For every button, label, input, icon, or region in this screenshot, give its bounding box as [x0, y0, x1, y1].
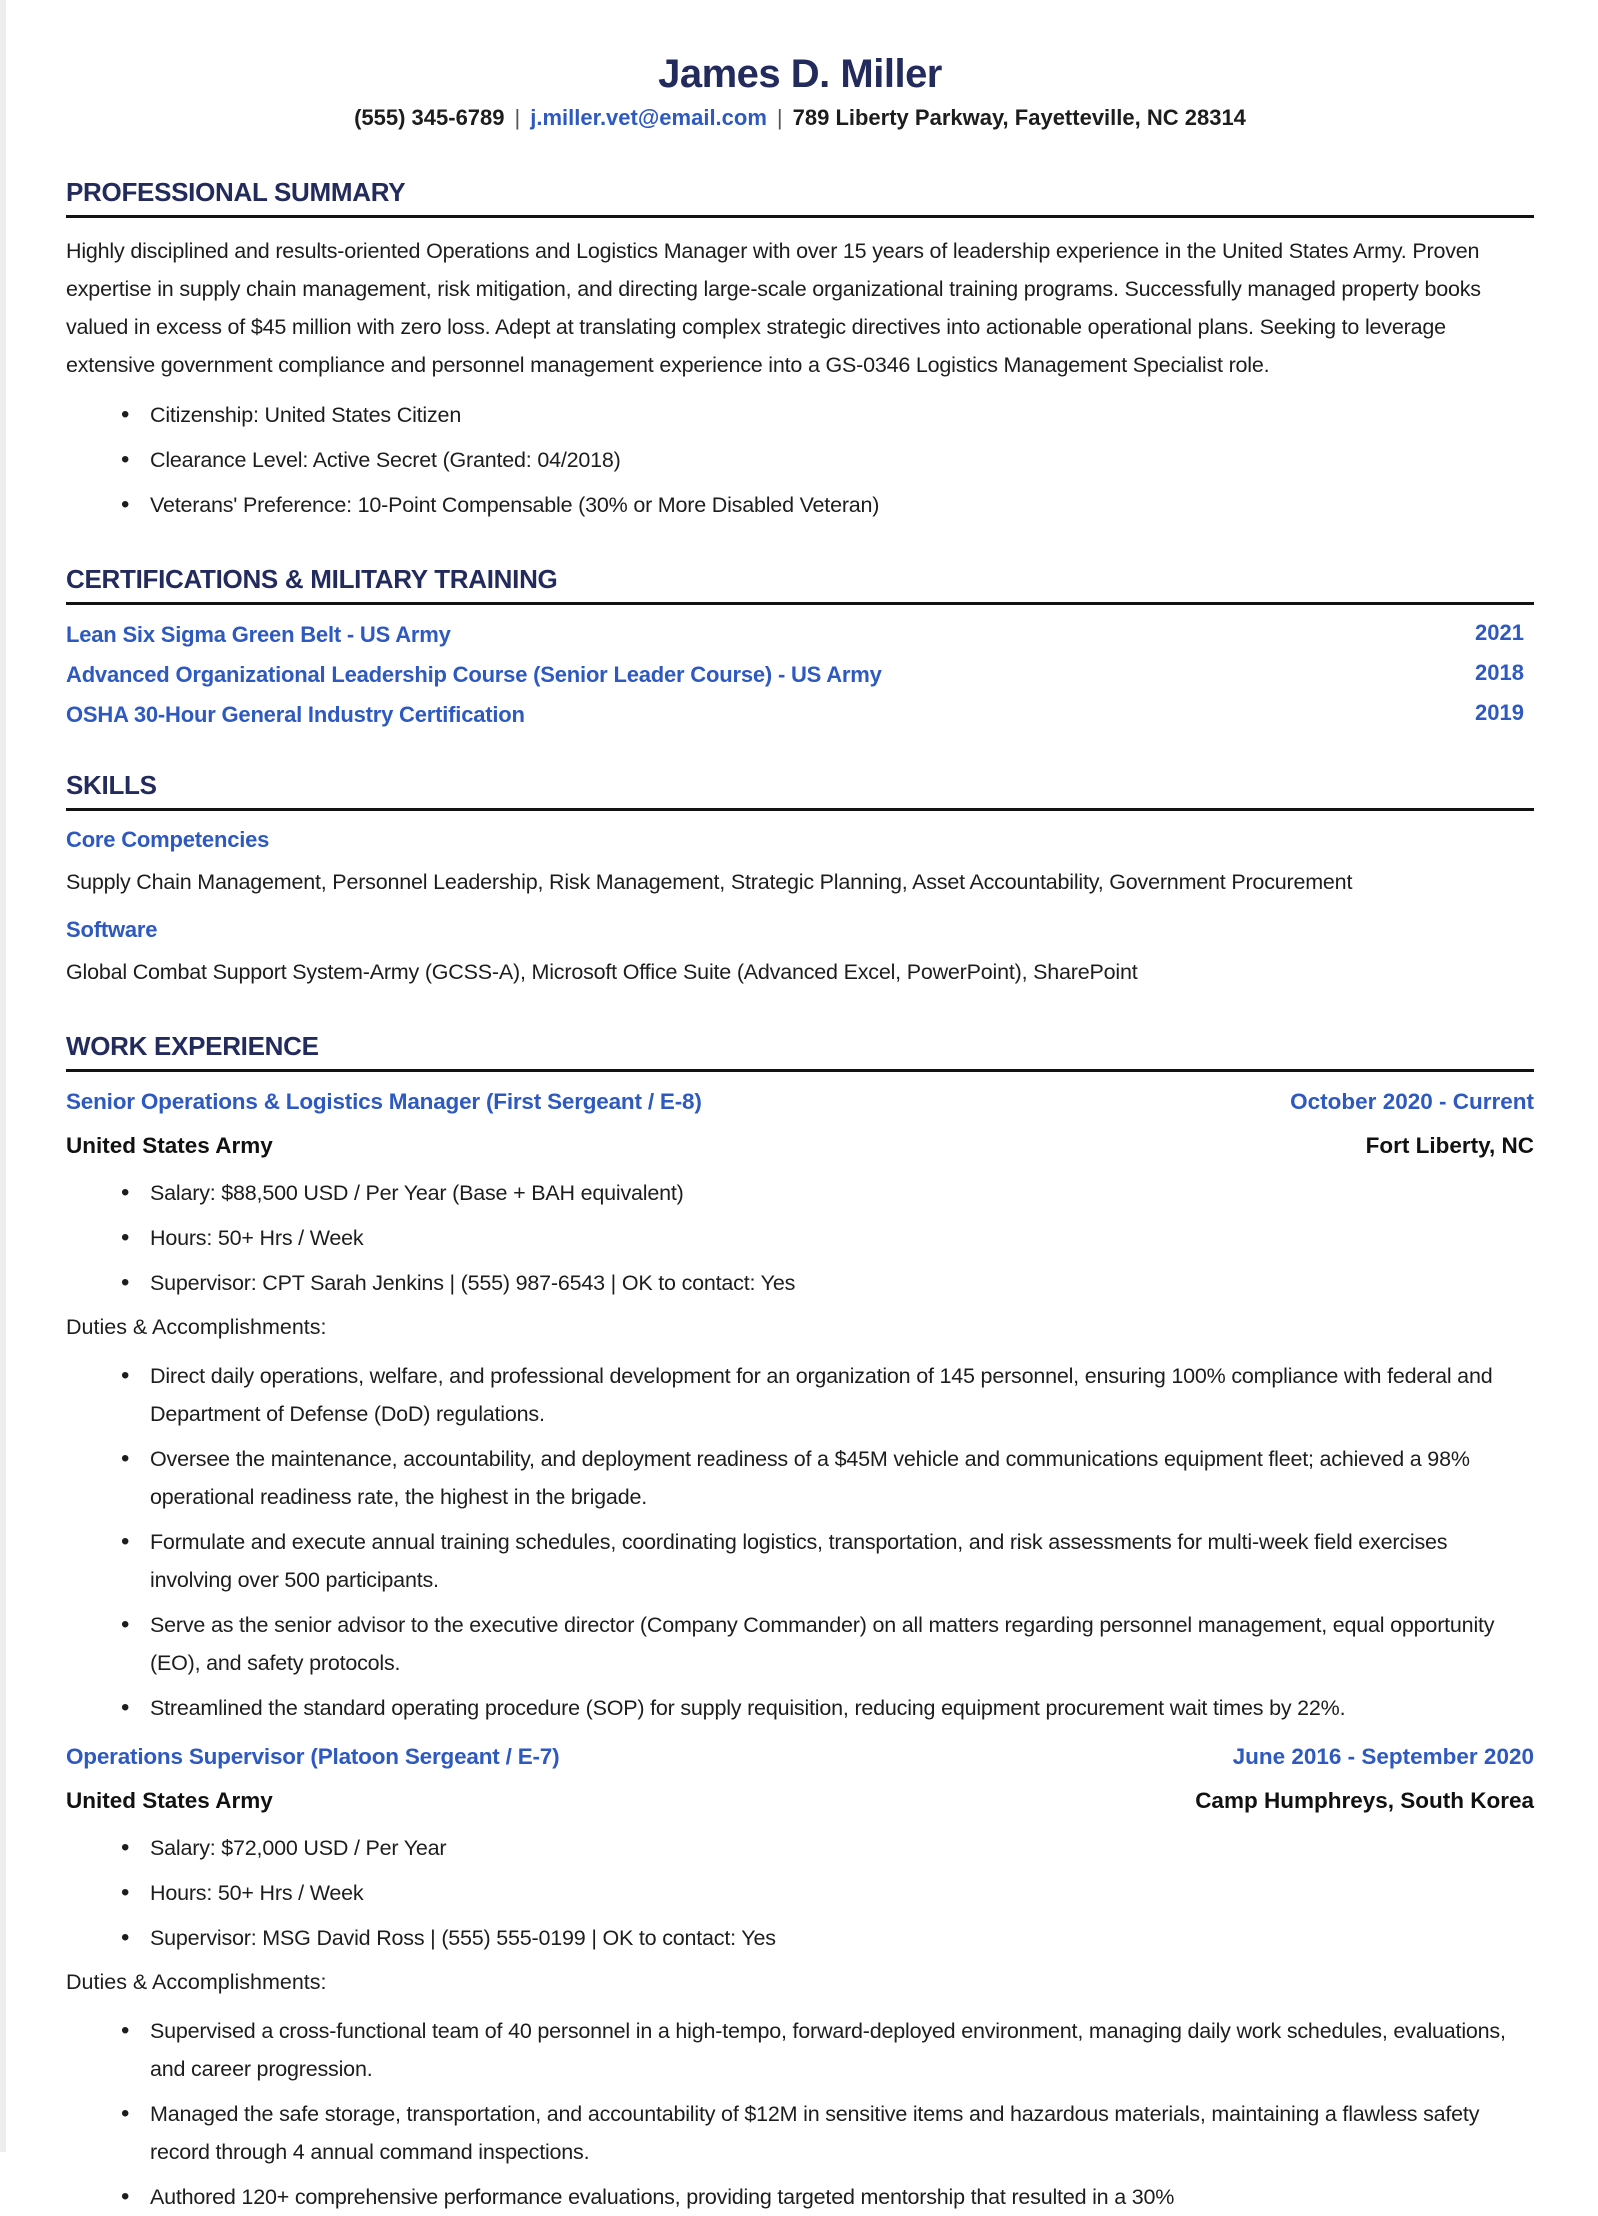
job-entry [66, 1086, 1534, 1727]
job-duty: • Oversee the maintenance, accountability, and deployment readiness of a $45M vehicle and communications equipment fleet; achieved a 98% operational readiness rate, the highest in the brigade. [66, 1440, 1534, 1516]
section-heading-professional-summary: PROFESSIONAL SUMMARY [66, 177, 1534, 218]
job-title: Operations Supervisor (Platoon Sergeant / E-7) [66, 1744, 560, 1769]
skill-group-text: Global Combat Support System-Army (GCSS-A), Microsoft Office Suite (Advanced Excel, PowerPoint), SharePoint [66, 960, 1138, 984]
job-duty: • Streamlined the standard operating procedure (SOP) for supply requisition, reducing equipment procurement wait times by 22%. [66, 1689, 1534, 1727]
summary-bullet: • Clearance Level: Active Secret (Granted: 04/2018) [66, 441, 1534, 479]
contact-phone: (555) 345-6789 [354, 105, 505, 130]
contact-separator: | [776, 105, 783, 130]
job-detail: • Supervisor: MSG David Ross | (555) 555-0199 | OK to contact: Yes [66, 1919, 1534, 1957]
certification-title: Advanced Organizational Leadership Course (Senior Leader Course) - US Army [66, 662, 882, 687]
duties-label: Duties & Accomplishments: [66, 1315, 327, 1339]
job-duty: • Serve as the senior advisor to the executive director (Company Commander) on all matters regarding personnel management, equal opportunity (EO), and safety protocols. [66, 1606, 1534, 1682]
employer-row [66, 1130, 1534, 1162]
job-detail: • Hours: 50+ Hrs / Week [66, 1219, 1534, 1257]
email-link[interactable]: j.miller.vet@email.com [530, 105, 767, 130]
section-heading-certifications: CERTIFICATIONS & MILITARY TRAINING [66, 564, 1534, 605]
summary-paragraph: Highly disciplined and results-oriented Operations and Logistics Manager with over 15 years of leadership experience in the United States Army. Proven expertise in supply chain management, risk mitigation, and directing large-scale organizational training programs. Successfully managed property books valued in excess of $45 million with zero loss. Adept at translating complex strategic directives into actionable operational plans. Seeking to leverage extensive government compliance and personnel management experience into a GS-0346 Logistics Management Specialist role. [66, 239, 1481, 377]
job-duty: • Supervised a cross-functional team of 40 personnel in a high-tempo, forward-deployed environment, managing daily work schedules, evaluations, and career progression. [66, 2012, 1534, 2088]
skill-group-label: Software [66, 917, 158, 942]
job-location: Camp Humphreys, South Korea [1195, 1788, 1534, 1813]
summary-bullet: • Citizenship: United States Citizen [66, 396, 1534, 434]
job-duty: • Authored 120+ comprehensive performance evaluations, providing targeted mentorship that resulted in a 30% [66, 2178, 1534, 2216]
job-duty: • Direct daily operations, welfare, and professional development for an organization of 145 personnel, ensuring 100% compliance with federal and Department of Defense (DoD) regulations. [66, 1357, 1534, 1433]
duties-label: Duties & Accomplishments: [66, 1970, 327, 1994]
employer-name: United States Army [66, 1788, 273, 1813]
job-detail: • Hours: 50+ Hrs / Week [66, 1874, 1534, 1912]
certification-row [66, 699, 1534, 730]
certification-row [66, 619, 1534, 650]
job-detail: • Supervisor: CPT Sarah Jenkins | (555) 987-6543 | OK to contact: Yes [66, 1264, 1534, 1302]
certification-year: 2019 [1475, 700, 1524, 725]
job-detail-list [66, 1829, 1534, 1957]
job-duty: • Managed the safe storage, transportation, and accountability of $12M in sensitive items and hazardous materials, maintaining a flawless safety record through 4 annual command inspections. [66, 2095, 1534, 2171]
contact-address: 789 Liberty Parkway, Fayetteville, NC 28314 [792, 105, 1246, 130]
job-duty-list [66, 1357, 1534, 1727]
certification-title: Lean Six Sigma Green Belt - US Army [66, 622, 451, 647]
certification-title: OSHA 30-Hour General Industry Certification [66, 702, 525, 727]
skill-group-label: Core Competencies [66, 827, 270, 852]
skill-group-text: Supply Chain Management, Personnel Leadership, Risk Management, Strategic Planning, Asset Accountability, Government Procurement [66, 870, 1353, 894]
section-heading-skills: SKILLS [66, 770, 1534, 811]
job-entry [66, 1741, 1534, 2216]
job-detail-list [66, 1174, 1534, 1302]
contact-separator: | [514, 105, 521, 130]
job-title: Senior Operations & Logistics Manager (First Sergeant / E-8) [66, 1089, 702, 1114]
job-header [66, 1741, 1534, 1773]
summary-bullet: • Veterans' Preference: 10-Point Compensable (30% or More Disabled Veteran) [66, 486, 1534, 524]
certification-year: 2021 [1475, 620, 1524, 645]
job-duty: • Formulate and execute annual training schedules, coordinating logistics, transportation, and risk assessments for multi-week field exercises involving over 500 participants. [66, 1523, 1534, 1599]
job-dates: October 2020 - Current [1290, 1089, 1534, 1114]
job-dates: June 2016 - September 2020 [1232, 1744, 1534, 1769]
employer-name: United States Army [66, 1133, 273, 1158]
job-duty-list [66, 2012, 1534, 2216]
section-heading-work-experience: WORK EXPERIENCE [66, 1031, 1534, 1072]
employer-row [66, 1785, 1534, 1817]
job-detail: • Salary: $72,000 USD / Per Year [66, 1829, 1534, 1867]
job-detail: • Salary: $88,500 USD / Per Year (Base + BAH equivalent) [66, 1174, 1534, 1212]
job-header [66, 1086, 1534, 1118]
job-location: Fort Liberty, NC [1365, 1133, 1534, 1158]
candidate-name: James D. Miller [658, 52, 942, 96]
certification-year: 2018 [1475, 660, 1524, 685]
certification-row [66, 659, 1534, 690]
summary-bullet-list [66, 396, 1534, 524]
contact-line [66, 105, 1534, 131]
